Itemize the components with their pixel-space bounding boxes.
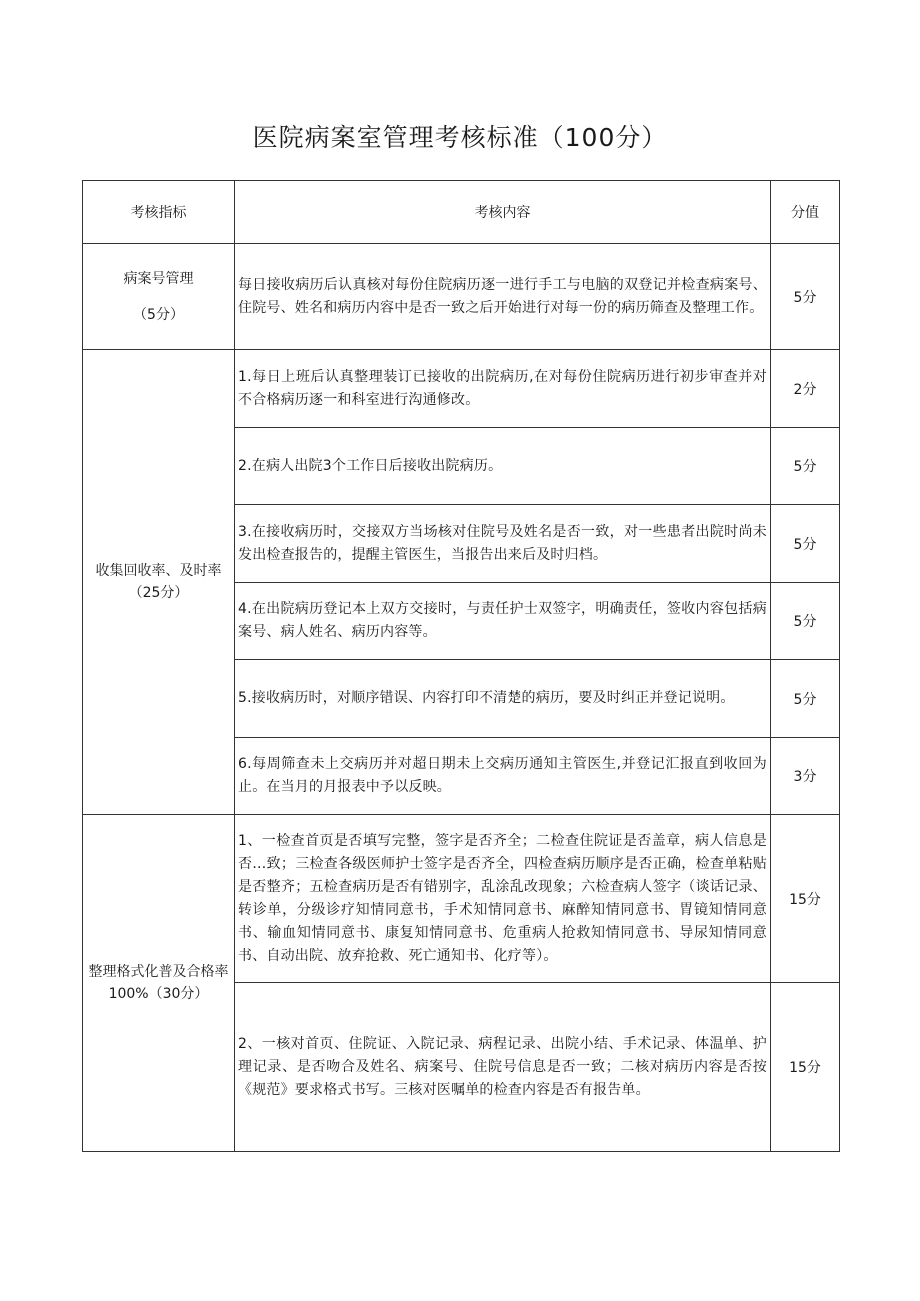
score-cell: 5分 xyxy=(771,428,840,505)
score-cell: 15分 xyxy=(771,983,840,1152)
table-row xyxy=(83,244,840,350)
content-cell: 1、一检查首页是否填写完整，签字是否齐全；二检查住院证是否盖章，病人信息是否…致；三检查各级医师护士签字是否齐全，四检查病历顺序是否正确，检查单粘贴是否整齐；五检查病历是否有错别字，乱涂乱改现象；六检查病人签字（谈话记录、转诊单，分级诊疗知情同意书，手术知情同意书、麻醉知情同意书、胃镜知情同意书、输血知情同意书、康复知情同意书、危重病人抢救知情同意书、导尿知情同意书、自动出院、放弃抢救、死亡通知书、化疗等）。 xyxy=(235,815,771,983)
content-cell: 1.每日上班后认真整理装订已接收的出院病历,在对每份住院病历进行初步审查并对不合格病历逐一和科室进行沟通修改。 xyxy=(235,350,771,428)
score-cell: 5分 xyxy=(771,244,840,350)
content-cell: 2.在病人出院3个工作日后接收出院病历。 xyxy=(235,428,771,505)
table-row xyxy=(83,350,840,428)
indicator-cell xyxy=(83,815,235,1152)
score-cell: 5分 xyxy=(771,583,840,660)
content-cell: 6.每周筛查未上交病历并对超日期未上交病历通知主管医生,并登记汇报直到收回为止。在当月的月报表中予以反映。 xyxy=(235,738,771,815)
score-cell: 2分 xyxy=(771,350,840,428)
indicator-label: 整理格式化普及合格率100%（30分） xyxy=(88,964,229,1002)
assessment-table xyxy=(82,180,840,1152)
score-cell: 3分 xyxy=(771,738,840,815)
indicator-cell xyxy=(83,244,235,350)
score-cell: 5分 xyxy=(771,505,840,583)
indicator-cell xyxy=(83,350,235,815)
header-score: 分值 xyxy=(771,181,840,244)
indicator-label: 收集回收率、及时率 xyxy=(95,563,222,579)
indicator-points: （5分） xyxy=(133,306,184,323)
indicator-label: 病案号管理 xyxy=(123,270,194,287)
score-cell: 15分 xyxy=(771,815,840,983)
header-indicator: 考核指标 xyxy=(83,181,235,244)
page-title: 医院病案室管理考核标准（100分） xyxy=(252,123,668,152)
indicator-points: （25分） xyxy=(128,585,189,601)
content-cell: 每日接收病历后认真核对每份住院病历逐一进行手工与电脑的双登记并检查病案号、住院号、姓名和病历内容中是否一致之后开始进行对每一份的病历筛查及整理工作。 xyxy=(235,244,771,350)
header-content: 考核内容 xyxy=(235,181,771,244)
content-cell: 4.在出院病历登记本上双方交接时，与责任护士双签字，明确责任，签收内容包括病案号、病人姓名、病历内容等。 xyxy=(235,583,771,660)
table-row xyxy=(83,815,840,983)
content-cell: 5.接收病历时，对顺序错误、内容打印不清楚的病历，要及时纠正并登记说明。 xyxy=(235,660,771,738)
score-cell: 5分 xyxy=(771,660,840,738)
table-header-row xyxy=(83,181,840,244)
content-cell: 2、一核对首页、住院证、入院记录、病程记录、出院小结、手术记录、体温单、护理记录、是否吻合及姓名、病案号、住院号信息是否一致；二核对病历内容是否按《规范》要求格式书写。三核对医嘱单的检查内容是否有报告单。 xyxy=(235,983,771,1152)
content-cell: 3.在接收病历时，交接双方当场核对住院号及姓名是否一致，对一些患者出院时尚未发出检查报告的，提醒主管医生，当报告出来后及时归档。 xyxy=(235,505,771,583)
